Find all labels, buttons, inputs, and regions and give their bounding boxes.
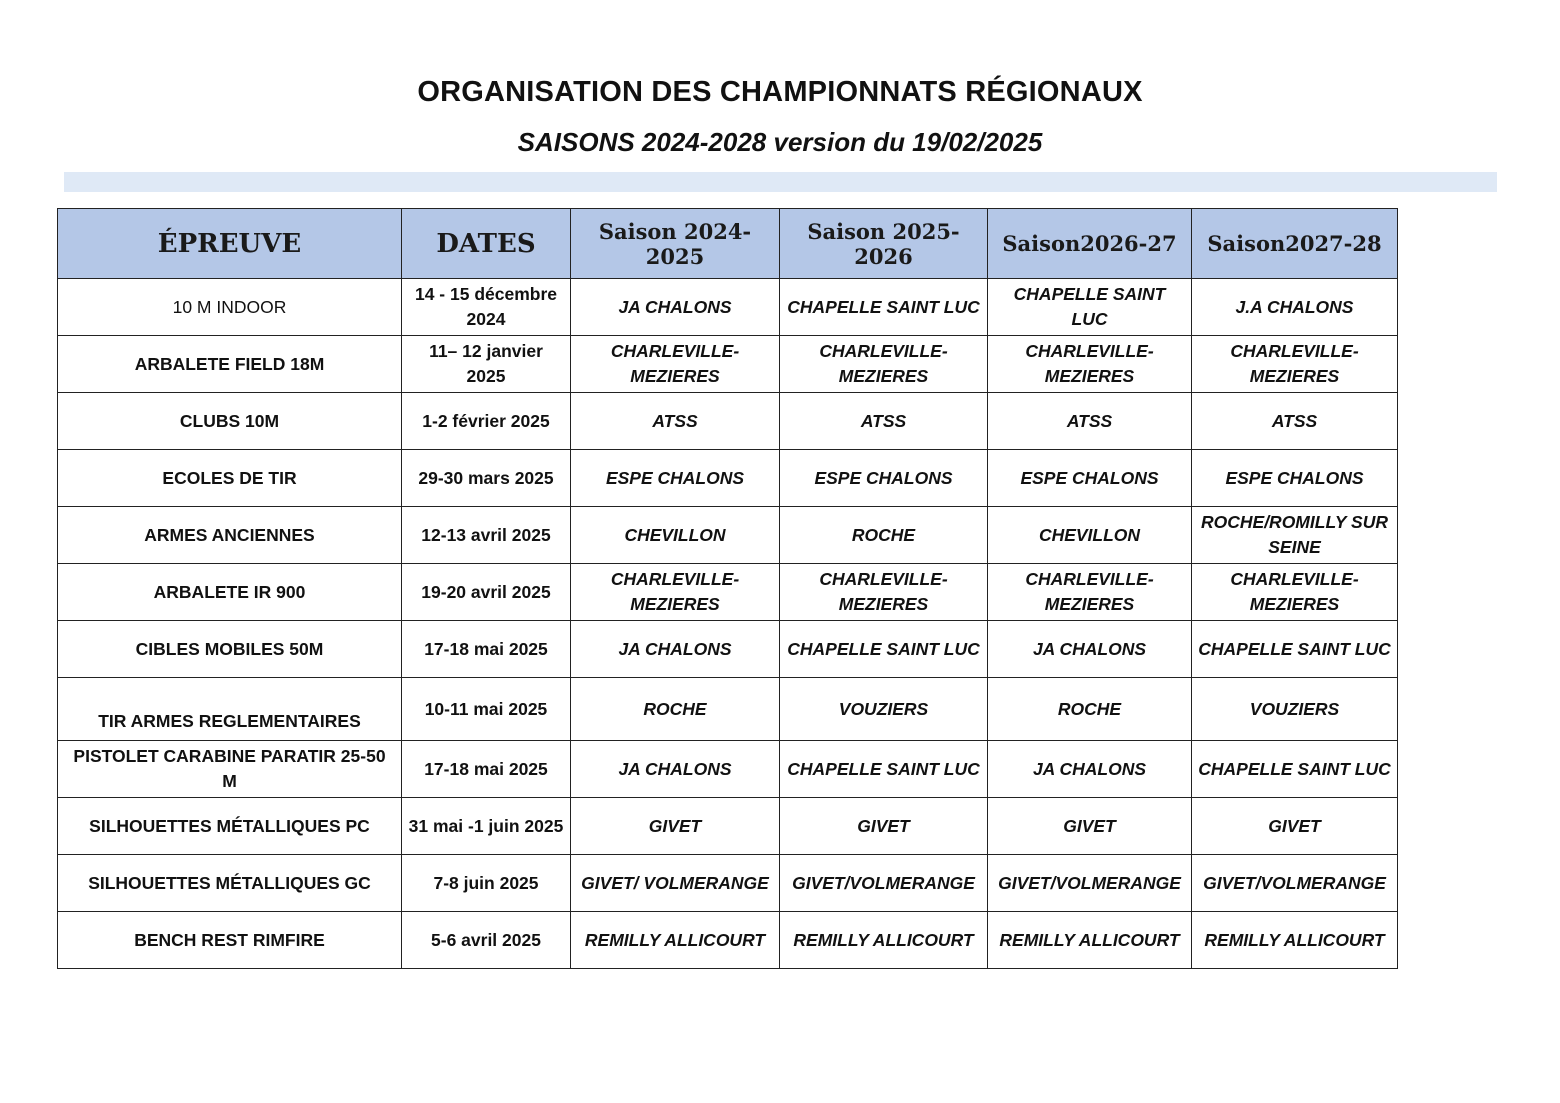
organizer-cell: CHEVILLON	[988, 507, 1192, 564]
table-row	[58, 450, 1398, 507]
organizer-cell: JA CHALONS	[571, 741, 780, 798]
organizer-cell: JA CHALONS	[988, 741, 1192, 798]
organizer-cell: REMILLY ALLICOURT	[988, 912, 1192, 969]
organizer-cell: ROCHE	[780, 507, 988, 564]
event-cell: 10 M INDOOR	[58, 279, 402, 336]
dates-cell: 12-13 avril 2025	[402, 507, 571, 564]
organizer-cell: CHARLEVILLE-MEZIERES	[571, 564, 780, 621]
event-cell: CIBLES MOBILES 50M	[58, 621, 402, 678]
organizer-cell: CHAPELLE SAINT LUC	[988, 279, 1192, 336]
organizer-cell: CHAPELLE SAINT LUC	[780, 741, 988, 798]
dates-cell: 29-30 mars 2025	[402, 450, 571, 507]
organizer-cell: ATSS	[780, 393, 988, 450]
event-cell: ARBALETE FIELD 18M	[58, 336, 402, 393]
organizer-cell: CHAPELLE SAINT LUC	[1192, 741, 1398, 798]
organizer-cell: GIVET/VOLMERANGE	[988, 855, 1192, 912]
organizer-cell: REMILLY ALLICOURT	[1192, 912, 1398, 969]
organizer-cell: ROCHE	[988, 678, 1192, 741]
organizer-cell: REMILLY ALLICOURT	[780, 912, 988, 969]
dates-cell: 7-8 juin 2025	[402, 855, 571, 912]
organizer-cell: GIVET	[988, 798, 1192, 855]
organizer-cell: ATSS	[988, 393, 1192, 450]
column-header-epreuve: ÉPREUVE	[58, 209, 402, 279]
dates-cell: 11– 12 janvier 2025	[402, 336, 571, 393]
dates-cell: 17-18 mai 2025	[402, 741, 571, 798]
header-divider-band	[64, 172, 1497, 192]
table-row	[58, 798, 1398, 855]
organizer-cell: CHAPELLE SAINT LUC	[780, 279, 988, 336]
page-title: ORGANISATION DES CHAMPIONNATS RÉGIONAUX	[417, 76, 1143, 108]
organizer-cell: ROCHE/ROMILLY SUR SEINE	[1192, 507, 1398, 564]
dates-cell: 5-6 avril 2025	[402, 912, 571, 969]
event-cell: CLUBS 10M	[58, 393, 402, 450]
organizer-cell: CHARLEVILLE-MEZIERES	[988, 336, 1192, 393]
event-cell: ECOLES DE TIR	[58, 450, 402, 507]
organizer-cell: REMILLY ALLICOURT	[571, 912, 780, 969]
organizer-cell: CHARLEVILLE-MEZIERES	[780, 564, 988, 621]
organizer-cell: CHAPELLE SAINT LUC	[1192, 621, 1398, 678]
table-row	[58, 393, 1398, 450]
column-header-season-2026-27: Saison2026-27	[988, 209, 1192, 279]
organizer-cell: CHAPELLE SAINT LUC	[780, 621, 988, 678]
table-body	[58, 279, 1398, 969]
dates-cell: 31 mai -1 juin 2025	[402, 798, 571, 855]
dates-cell: 17-18 mai 2025	[402, 621, 571, 678]
column-header-season-2027-28: Saison2027-28	[1192, 209, 1398, 279]
organizer-cell: ATSS	[1192, 393, 1398, 450]
event-cell: ARMES ANCIENNES	[58, 507, 402, 564]
column-header-season-2024-2025: Saison 2024-2025	[571, 209, 780, 279]
event-cell: SILHOUETTES MÉTALLIQUES PC	[58, 798, 402, 855]
organizer-cell: JA CHALONS	[988, 621, 1192, 678]
dates-cell: 14 - 15 décembre 2024	[402, 279, 571, 336]
organizer-cell: GIVET	[780, 798, 988, 855]
organizer-cell: ESPE CHALONS	[1192, 450, 1398, 507]
event-cell: TIR ARMES REGLEMENTAIRES	[58, 678, 402, 741]
organizer-cell: VOUZIERS	[780, 678, 988, 741]
event-cell: SILHOUETTES MÉTALLIQUES GC	[58, 855, 402, 912]
organizer-cell: GIVET/VOLMERANGE	[780, 855, 988, 912]
table-row	[58, 741, 1398, 798]
table-row	[58, 336, 1398, 393]
organizer-cell: ESPE CHALONS	[780, 450, 988, 507]
organizer-cell: JA CHALONS	[571, 279, 780, 336]
organizer-cell: CHEVILLON	[571, 507, 780, 564]
organizer-cell: GIVET	[1192, 798, 1398, 855]
organizer-cell: CHARLEVILLE-MEZIERES	[1192, 336, 1398, 393]
organizer-cell: ESPE CHALONS	[571, 450, 780, 507]
table-header	[58, 209, 1398, 279]
organizer-cell: JA CHALONS	[571, 621, 780, 678]
column-header-season-2025-2026: Saison 2025-2026	[780, 209, 988, 279]
organizer-cell: CHARLEVILLE-MEZIERES	[780, 336, 988, 393]
header-row	[58, 209, 1398, 279]
dates-cell: 19-20 avril 2025	[402, 564, 571, 621]
table-row	[58, 912, 1398, 969]
event-cell: ARBALETE IR 900	[58, 564, 402, 621]
event-cell: BENCH REST RIMFIRE	[58, 912, 402, 969]
table-row	[58, 507, 1398, 564]
organizer-cell: GIVET/VOLMERANGE	[1192, 855, 1398, 912]
organizer-cell: CHARLEVILLE-MEZIERES	[988, 564, 1192, 621]
column-header-dates: DATES	[402, 209, 571, 279]
table-row	[58, 279, 1398, 336]
table-row	[58, 621, 1398, 678]
organizer-cell: J.A CHALONS	[1192, 279, 1398, 336]
organizer-cell: GIVET/ VOLMERANGE	[571, 855, 780, 912]
page-subtitle: SAISONS 2024-2028 version du 19/02/2025	[517, 127, 1043, 157]
table-row	[58, 855, 1398, 912]
organizer-cell: GIVET	[571, 798, 780, 855]
organizer-cell: ESPE CHALONS	[988, 450, 1192, 507]
dates-cell: 10-11 mai 2025	[402, 678, 571, 741]
organizer-cell: ATSS	[571, 393, 780, 450]
table-row	[58, 564, 1398, 621]
organizer-cell: CHARLEVILLE-MEZIERES	[571, 336, 780, 393]
dates-cell: 1-2 février 2025	[402, 393, 571, 450]
event-cell: PISTOLET CARABINE PARATIR 25-50 M	[58, 741, 402, 798]
championship-schedule-table	[57, 208, 1398, 969]
organizer-cell: ROCHE	[571, 678, 780, 741]
table-row	[58, 678, 1398, 741]
organizer-cell: CHARLEVILLE-MEZIERES	[1192, 564, 1398, 621]
organizer-cell: VOUZIERS	[1192, 678, 1398, 741]
